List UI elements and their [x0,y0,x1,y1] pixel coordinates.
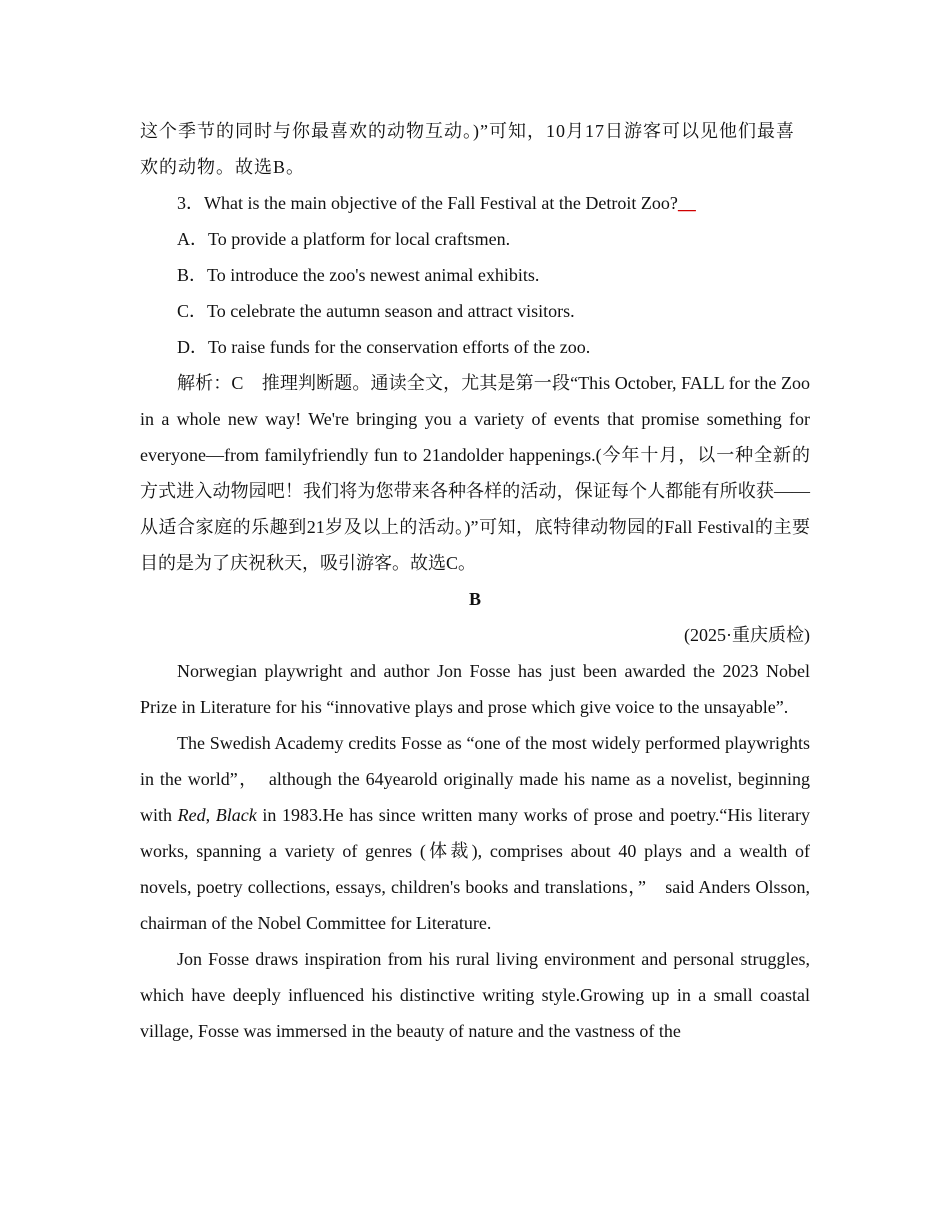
passage-paragraph-3: Jon Fosse draws inspiration from his rural living environment and personal struggles, which have deeply influenced his distinctive writing style.Growing up in a small coastal village, Fosse was immersed in the beauty of nature and the vastness of the [140,949,810,1041]
option-b: B．To introduce the zoo's newest animal exhibits. [177,265,540,285]
option-c: C．To celebrate the autumn season and attract visitors. [177,301,575,321]
book-title-black: Black [215,805,257,825]
option-d: D．To raise funds for the conservation efforts of the zoo. [177,337,591,357]
document-page [140,113,810,1049]
analysis-paragraph [140,365,810,581]
title-separator: , [205,805,216,825]
section-heading: B [468,589,481,609]
option-a: A．To provide a platform for local craftsmen. [177,229,511,249]
paragraph-2-part-a: The Swedish Academy credits Fosse as “one of the most widely performed playwrights in the world”， although the 64yearold originally made his name as a novelist, beginning with [140,733,810,825]
book-title-red: Red [177,805,206,825]
answer-blank: ＿ [677,193,696,213]
analysis-label: 解析： [177,373,232,393]
source-label: (2025·重庆质检) [684,625,810,645]
previous-answer-text [140,113,810,185]
paragraph-2-part-b: in 1983.He has since written many works of prose and poetry.“His literary works, spanning a variety of genres (体裁), comprises about 40 plays and a wealth of novels, poetry collections, essays, children's books and translations，” said Anders Olsson, chairman of the Nobel Committee for Literature. [140,805,810,933]
previous-answer-line-1: 这个季节的同时与你最喜欢的动物互动。)”可知，10月17日游客可以见他们最喜 [140,121,795,141]
question-3-text: 3．What is the main objective of the Fall Festival at the Detroit Zoo? [177,193,678,213]
question-3-stem [140,185,810,221]
previous-answer-line-2: 欢的动物。故选B。 [140,157,306,177]
analysis-text: C 推理判断题。通读全文，尤其是第一段“This October, FALL for the Zoo in a whole new way! We're bringing you a variety of events that promise something for everyone—from familyfriendly fun to 21andolder happenings.(今年十月，以一种全新的方式进入动物园吧！我们将为您带来各种各样的活动，保证每个人都能有所收获——从适合家庭的乐趣到21岁及以上的活动。)”可知，底特律动物园的Fall Festival的主要目的是为了庆祝秋天，吸引游客。故选C。 [140,373,810,573]
passage-paragraph-2 [140,725,810,941]
passage-paragraph-1: Norwegian playwright and author Jon Fosse has just been awarded the 2023 Nobel Prize in Literature for his “innovative plays and prose which give voice to the unsayable”. [140,661,810,717]
